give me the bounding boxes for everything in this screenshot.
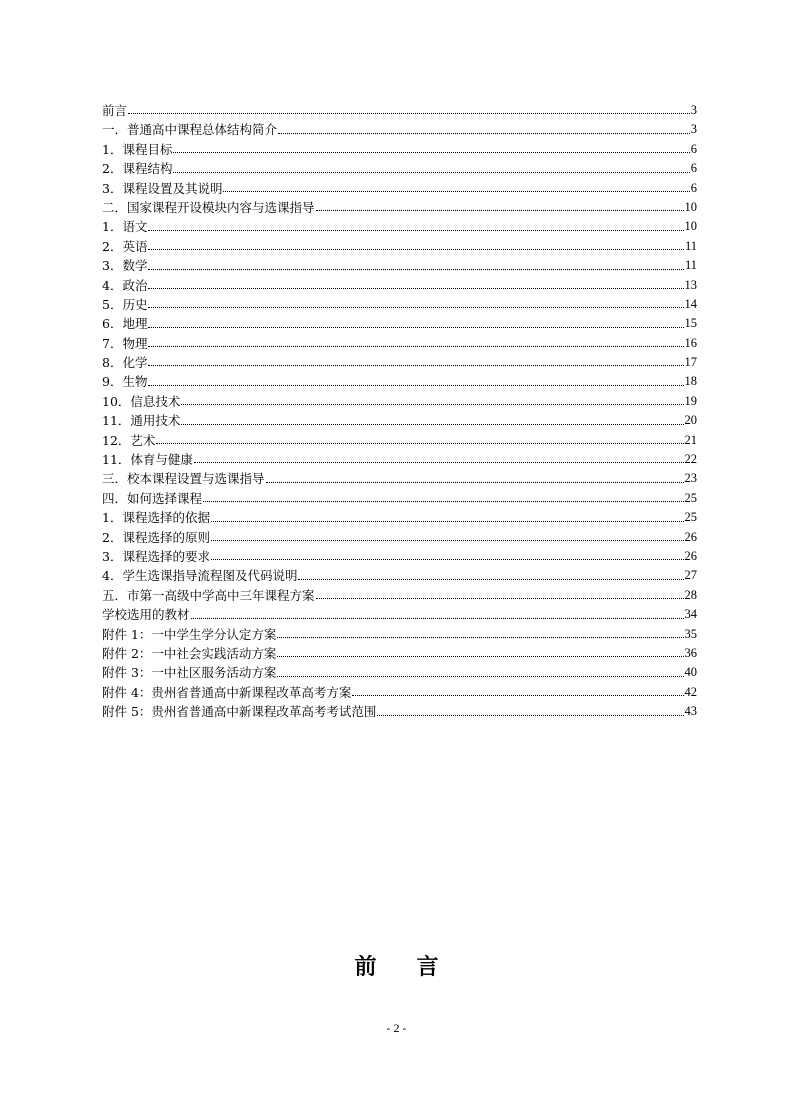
toc-entry-label: 附件 5：贵州省普通高中新课程改革高考考试范围 (102, 704, 377, 720)
toc-dot-leader (203, 501, 683, 502)
toc-entry-page-number: 19 (684, 393, 697, 408)
toc-dot-leader (173, 152, 689, 153)
toc-entry-label: 7．物理 (102, 335, 148, 351)
toc-entry-label: 2．课程选择的原则 (102, 529, 210, 545)
toc-dot-leader (173, 172, 689, 173)
toc-entry-page-number: 26 (684, 529, 697, 544)
toc-dot-leader (298, 579, 683, 580)
toc-dot-leader (148, 230, 683, 231)
toc-entry-label: 9．生物 (102, 374, 148, 390)
toc-entry[interactable] (102, 392, 697, 411)
toc-entry[interactable] (102, 217, 697, 236)
toc-entry-page-number: 43 (684, 704, 697, 719)
toc-entry-label: 2．课程结构 (102, 161, 173, 177)
toc-dot-leader (191, 618, 684, 619)
toc-entry-page-number: 13 (684, 277, 697, 292)
toc-dot-leader (148, 269, 684, 270)
toc-entry-label: 3．课程设置及其说明 (102, 180, 223, 196)
toc-entry[interactable] (102, 566, 697, 585)
toc-entry-page-number: 6 (690, 180, 697, 195)
toc-entry[interactable] (102, 489, 697, 508)
toc-entry[interactable] (102, 469, 697, 488)
toc-entry-page-number: 42 (684, 684, 697, 699)
toc-dot-leader (148, 385, 683, 386)
toc-dot-leader (148, 288, 683, 289)
toc-dot-leader (148, 365, 683, 366)
toc-entry-label: 11．体育与健康 (102, 452, 193, 468)
toc-dot-leader (277, 676, 683, 677)
toc-dot-leader (278, 133, 690, 134)
toc-entry-label: 三．校本课程设置与选课指导 (102, 471, 265, 487)
toc-entry[interactable] (102, 586, 697, 605)
toc-entry-label: 1．语文 (102, 219, 148, 235)
toc-entry-label: 6．地理 (102, 316, 148, 332)
toc-entry[interactable] (102, 644, 697, 663)
toc-entry-label: 四．如何选择课程 (102, 490, 203, 506)
toc-entry[interactable] (102, 120, 697, 139)
toc-dot-leader (223, 191, 689, 192)
toc-entry[interactable] (102, 179, 697, 198)
toc-dot-leader (377, 715, 683, 716)
toc-entry-page-number: 25 (684, 490, 697, 505)
toc-entry-page-number: 16 (684, 335, 697, 350)
toc-entry[interactable] (102, 159, 697, 178)
toc-entry-page-number: 10 (684, 219, 697, 234)
toc-entry-label: 附件 1：一中学生学分认定方案 (102, 626, 277, 642)
toc-entry-page-number: 11 (684, 238, 697, 253)
toc-entry-page-number: 20 (684, 413, 697, 428)
toc-entry-label: 二．国家课程开设模块内容与选课指导 (102, 199, 315, 215)
toc-entry-label: 5．历史 (102, 296, 148, 312)
toc-entry-label: 1．课程选择的依据 (102, 510, 210, 526)
toc-entry-page-number: 25 (684, 510, 697, 525)
toc-entry-label: 附件 3：一中社区服务活动方案 (102, 665, 277, 681)
toc-entry-page-number: 40 (684, 665, 697, 680)
toc-dot-leader (194, 462, 684, 463)
toc-entry-page-number: 10 (684, 199, 697, 214)
page-number: - 2 - (386, 1021, 407, 1035)
toc-entry-page-number: 11 (684, 258, 697, 273)
toc-entry-label: 学校选用的教材 (102, 607, 190, 623)
toc-dot-leader (316, 598, 684, 599)
toc-entry[interactable] (102, 528, 697, 547)
toc-entry[interactable] (102, 702, 697, 721)
toc-entry-page-number: 6 (690, 141, 697, 156)
toc-entry-page-number: 6 (690, 161, 697, 176)
toc-entry-page-number: 36 (684, 645, 697, 660)
toc-dot-leader (277, 656, 683, 657)
toc-dot-leader (148, 307, 683, 308)
toc-entry-page-number: 34 (684, 607, 697, 622)
toc-dot-leader (277, 637, 683, 638)
toc-entry[interactable] (102, 256, 697, 275)
toc-entry[interactable] (102, 198, 697, 217)
toc-entry-page-number: 28 (684, 587, 697, 602)
toc-entry[interactable] (102, 314, 697, 333)
toc-dot-leader (211, 540, 684, 541)
toc-entry-label: 12．艺术 (102, 432, 156, 448)
toc-entry-label: 4．学生选课指导流程图及代码说明 (102, 568, 298, 584)
toc-entry-page-number: 35 (684, 626, 697, 641)
toc-entry-page-number: 21 (684, 432, 697, 447)
toc-entry[interactable] (102, 450, 697, 469)
toc-entry-label: 1．课程目标 (102, 141, 173, 157)
toc-entry[interactable] (102, 295, 697, 314)
toc-dot-leader (266, 482, 684, 483)
toc-dot-leader (352, 695, 683, 696)
toc-dot-leader (316, 210, 684, 211)
toc-entry[interactable] (102, 276, 697, 295)
toc-entry[interactable] (102, 353, 697, 372)
toc-entry-label: 五．市第一高级中学高中三年课程方案 (102, 587, 315, 603)
toc-entry-page-number: 3 (690, 122, 697, 137)
toc-entry-page-number: 3 (690, 102, 697, 117)
toc-entry[interactable] (102, 605, 697, 624)
toc-entry[interactable] (102, 334, 697, 353)
section-heading: 前言 (354, 955, 479, 980)
table-of-contents (102, 101, 697, 722)
toc-entry[interactable] (102, 663, 697, 682)
toc-dot-leader (211, 521, 684, 522)
toc-entry-page-number: 18 (684, 374, 697, 389)
toc-dot-leader (211, 559, 684, 560)
toc-entry[interactable] (102, 547, 697, 566)
toc-dot-leader (156, 443, 683, 444)
toc-entry[interactable] (102, 625, 697, 644)
toc-entry-page-number: 26 (684, 548, 697, 563)
toc-entry-page-number: 14 (684, 296, 697, 311)
toc-entry-label: 附件 4：贵州省普通高中新课程改革高考方案 (102, 684, 352, 700)
toc-entry[interactable] (102, 101, 697, 120)
toc-entry-label: 2．英语 (102, 238, 148, 254)
toc-entry-label: 11．通用技术 (102, 413, 181, 429)
toc-dot-leader (181, 404, 683, 405)
toc-entry[interactable] (102, 237, 697, 256)
toc-entry-label: 10．信息技术 (102, 393, 181, 409)
toc-entry[interactable] (102, 508, 697, 527)
toc-entry-page-number: 23 (684, 471, 697, 486)
toc-entry[interactable] (102, 683, 697, 702)
toc-entry-label: 附件 2：一中社会实践活动方案 (102, 645, 277, 661)
toc-entry-page-number: 17 (684, 355, 697, 370)
toc-entry[interactable] (102, 431, 697, 450)
toc-entry-label: 8．化学 (102, 355, 148, 371)
toc-dot-leader (128, 113, 690, 114)
toc-entry-label: 3．课程选择的要求 (102, 548, 210, 564)
toc-dot-leader (181, 424, 683, 425)
toc-dot-leader (148, 346, 683, 347)
toc-entry-label: 4．政治 (102, 277, 148, 293)
toc-entry[interactable] (102, 140, 697, 159)
toc-dot-leader (148, 327, 683, 328)
toc-entry-page-number: 15 (684, 316, 697, 331)
toc-entry-label: 3．数学 (102, 258, 148, 274)
toc-entry-page-number: 22 (684, 452, 697, 467)
toc-entry-label: 前言 (102, 102, 128, 118)
toc-entry-label: 一．普通高中课程总体结构简介 (102, 122, 278, 138)
toc-entry-page-number: 27 (684, 568, 697, 583)
toc-dot-leader (148, 249, 684, 250)
toc-entry[interactable] (102, 372, 697, 391)
toc-entry[interactable] (102, 411, 697, 430)
